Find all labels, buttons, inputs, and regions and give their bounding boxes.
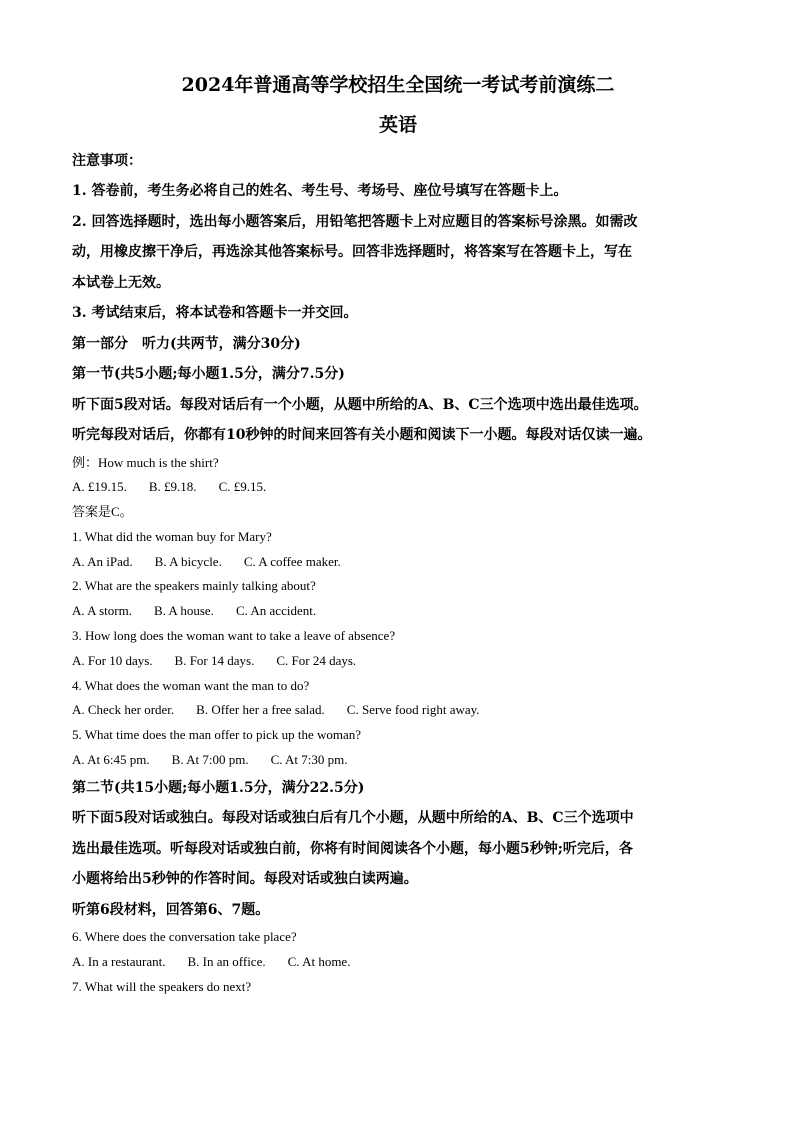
question-6-option-b: B. In an office. <box>187 954 266 970</box>
notice-item-3: 3. 考试结束后，将本试卷和答题卡一并交回。 <box>72 305 358 321</box>
question-6-options <box>72 950 724 975</box>
question-7: 7. What will the speakers do next? <box>72 978 252 994</box>
question-6: 6. Where does the conversation take place? <box>72 929 297 945</box>
question-3-option-b: B. For 14 days. <box>174 652 255 668</box>
question-5-option-c: C. At 7:30 pm. <box>270 752 348 768</box>
question-1-option-b: B. A bicycle. <box>154 553 222 569</box>
question-4-option-c: C. Serve food right away. <box>346 702 480 718</box>
section1-instruction-line-1: 听下面5段对话。每段对话后有一个小题，从题中所给的A、B、C三个选项中选出最佳选项。 <box>72 396 648 413</box>
section2-instruction-line-2: 选出最佳选项。听每段对话或独白前，你将有时间阅读各个小题，每小题5秒钟;听完后，各 <box>72 840 633 857</box>
notice-item-2-line-1: 2. 回答选择题时，选出每小题答案后，用铅笔把答题卡上对应题目的答案标号涂黑。如需改 <box>72 213 638 230</box>
exam-page <box>72 72 724 1000</box>
question-5-option-b: B. At 7:00 pm. <box>171 752 249 768</box>
question-5-options <box>72 748 724 773</box>
question-4-option-a: A. Check her order. <box>72 702 175 718</box>
question-2-option-a: A. A storm. <box>72 603 132 619</box>
notice-item-1: 1. 答卷前，考生务必将自己的姓名、考生号、考场号、座位号填写在答题卡上。 <box>72 183 568 199</box>
notice-item-2-line-3: 本试卷上无效。 <box>72 274 170 291</box>
section2-instruction-line-3: 小题将给出5秒钟的作答时间。每段对话或独白读两遍。 <box>72 871 418 888</box>
material-6-heading: 听第6段材料，回答第6、7题。 <box>72 901 270 918</box>
section1-heading: 第一节(共5小题;每小题1.5分，满分7.5分) <box>72 366 345 382</box>
question-6-option-c: C. At home. <box>287 954 351 970</box>
exam-title: 2024年普通高等学校招生全国统一考试考前演练二 <box>181 74 615 96</box>
question-5-option-a: A. At 6:45 pm. <box>72 752 150 768</box>
section1-instruction-line-2: 听完每段对话后，你都有10秒钟的时间来回答有关小题和阅读下一小题。每段对话仅读一遍。 <box>72 427 652 443</box>
section2-heading: 第二节(共15小题;每小题1.5分，满分22.5分) <box>72 779 365 796</box>
question-4-options <box>72 698 724 723</box>
question-1-option-c: C. A coffee maker. <box>243 553 341 569</box>
section2-instruction-line-1: 听下面5段对话或独白。每段对话或独白后有几个小题，从题中所给的A、B、C三个选项中 <box>72 810 634 827</box>
question-6-option-a: A. In a restaurant. <box>72 954 166 970</box>
example-option-c: C. £9.15. <box>218 479 267 495</box>
example-question: 例：How much is the shirt? <box>72 454 219 470</box>
question-4-option-b: B. Offer her a free salad. <box>196 702 325 718</box>
question-1-option-a: A. An iPad. <box>72 553 133 569</box>
notice-item-2-line-2: 动，用橡皮擦干净后，再选涂其他答案标号。回答非选择题时，将答案写在答题卡上，写在 <box>72 244 632 260</box>
question-3: 3. How long does the woman want to take a leave of absence? <box>72 628 396 644</box>
question-5: 5. What time does the man offer to pick up the woman? <box>72 727 362 743</box>
question-2: 2. What are the speakers mainly talking about? <box>72 578 316 594</box>
question-3-options <box>72 649 724 674</box>
subject-title: 英语 <box>378 114 417 136</box>
question-1-options <box>72 550 724 575</box>
question-3-option-c: C. For 24 days. <box>276 652 357 668</box>
question-2-options <box>72 599 724 624</box>
question-2-option-b: B. A house. <box>153 603 214 619</box>
question-2-option-c: C. An accident. <box>235 603 317 619</box>
example-options <box>72 475 724 500</box>
question-3-option-a: A. For 10 days. <box>72 652 153 668</box>
notice-heading: 注意事项： <box>72 153 142 169</box>
question-1: 1. What did the woman buy for Mary? <box>72 528 272 544</box>
question-4: 4. What does the woman want the man to do? <box>72 677 310 693</box>
example-option-a: A. £19.15. <box>72 479 127 495</box>
part1-heading: 第一部分 听力(共两节，满分30分) <box>72 335 301 352</box>
example-answer: 答案是C。 <box>72 504 133 520</box>
example-option-b: B. £9.18. <box>148 479 197 495</box>
